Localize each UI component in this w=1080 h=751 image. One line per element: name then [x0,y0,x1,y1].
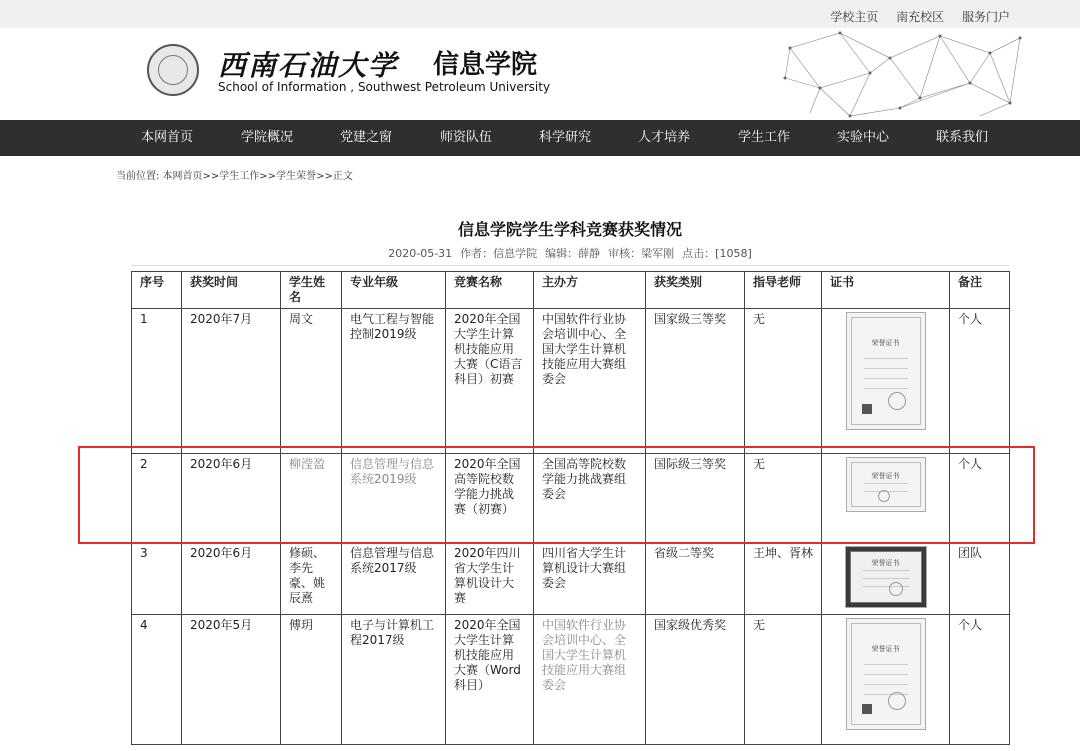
cell-certificate [822,309,950,454]
cell-major: 电气工程与智能控制2019级 [342,309,446,454]
article-author: 作者：信息学院 [460,247,538,260]
cell-name: 柳滢盈 [281,454,342,543]
article-meta [0,245,1080,261]
table-row [132,309,1010,454]
table-row [132,454,1010,543]
title-divider [131,265,1009,266]
th-no: 序号 [132,272,182,309]
article-clicks: 点击：[1058] [682,247,752,260]
network-mesh-decoration [780,28,1025,120]
th-competition: 竞赛名称 [446,272,534,309]
cell-competition: 2020年全国大学生计算机技能应用大赛（Word科目） [446,615,534,745]
top-bar [0,0,1080,28]
cell-certificate [822,615,950,745]
cell-award: 国家级优秀奖 [646,615,745,745]
university-seal-logo [147,44,199,96]
english-name: School of Information , Southwest Petroleum University [218,80,551,94]
cell-teacher: 王坤、胥林 [745,543,822,615]
link-service-portal[interactable]: 服务门户 [961,10,1010,24]
certificate-title: 荣誉证书 [871,559,900,567]
cell-competition: 2020年全国高等院校数学能力挑战赛（初赛） [446,454,534,543]
cell-name: 周文 [281,309,342,454]
nav-education[interactable]: 人才培养 [638,130,691,145]
cell-award: 省级二等奖 [646,543,745,615]
cell-teacher: 无 [745,615,822,745]
article-reviewer: 审核：梁军刚 [608,247,675,260]
college-name: 信息学院 [433,50,538,80]
cell-organizer: 中国软件行业协会培训中心、全国大学生计算机技能应用大赛组委会 [534,309,646,454]
cell-teacher: 无 [745,454,822,543]
cell-note: 个人 [950,309,1010,454]
th-name: 学生姓名 [281,272,342,309]
university-name-logo: 西南石油大学 [218,49,399,82]
cell-note: 个人 [950,454,1010,543]
main-nav [0,120,1080,156]
certificate-image[interactable] [846,618,926,730]
breadcrumb: 当前位置: 本网首页>>学生工作>>学生荣誉>>正文 [116,171,353,182]
certificate-title: 荣誉证书 [871,645,900,653]
cell-competition: 2020年全国大学生计算机技能应用大赛（C语言科目）初赛 [446,309,534,454]
table-header-row [132,272,1010,309]
awards-table [131,271,1010,745]
nav-about[interactable]: 学院概况 [241,130,294,145]
certificate-image[interactable] [846,457,926,512]
cell-time: 2020年5月 [182,615,281,745]
th-award: 获奖类别 [646,272,745,309]
link-nanchong-campus[interactable]: 南充校区 [896,10,945,24]
cell-name: 傅玥 [281,615,342,745]
cell-organizer: 全国高等院校数学能力挑战赛组委会 [534,454,646,543]
cell-no: 3 [132,543,182,615]
th-major: 专业年级 [342,272,446,309]
nav-research[interactable]: 科学研究 [539,130,592,145]
cell-award: 国际级三等奖 [646,454,745,543]
cell-time: 2020年6月 [182,543,281,615]
nav-party[interactable]: 党建之窗 [340,130,393,145]
article-date: 2020-05-31 [388,247,453,260]
cell-certificate [822,543,950,615]
certificate-image[interactable] [846,312,926,430]
th-teacher: 指导老师 [745,272,822,309]
th-organizer: 主办方 [534,272,646,309]
table-row [132,543,1010,615]
nav-contact[interactable]: 联系我们 [936,130,989,145]
cell-competition: 2020年四川省大学生计算机设计大赛 [446,543,534,615]
cell-organizer: 中国软件行业协会培训中心、全国大学生计算机技能应用大赛组委会 [534,615,646,745]
article-editor: 编辑：薛静 [545,247,601,260]
cell-note: 个人 [950,615,1010,745]
cell-name: 修硕、李先豪、姚辰熹 [281,543,342,615]
cell-award: 国家级三等奖 [646,309,745,454]
table-row [132,615,1010,745]
top-links [816,8,1010,25]
cell-major: 信息管理与信息系统2019级 [342,454,446,543]
cell-no: 2 [132,454,182,543]
cell-major: 信息管理与信息系统2017级 [342,543,446,615]
nav-home[interactable]: 本网首页 [141,130,194,145]
cell-certificate [822,454,950,543]
nav-faculty[interactable]: 师资队伍 [440,130,493,145]
cell-no: 1 [132,309,182,454]
link-school-home[interactable]: 学校主页 [830,10,879,24]
cell-major: 电子与计算机工程2017级 [342,615,446,745]
cell-time: 2020年6月 [182,454,281,543]
th-time: 获奖时间 [182,272,281,309]
cell-organizer: 四川省大学生计算机设计大赛组委会 [534,543,646,615]
nav-lab-center[interactable]: 实验中心 [837,130,890,145]
cell-no: 4 [132,615,182,745]
cell-time: 2020年7月 [182,309,281,454]
certificate-title: 荣誉证书 [871,339,900,347]
th-certificate: 证书 [822,272,950,309]
cell-teacher: 无 [745,309,822,454]
article-title: 信息学院学生学科竞赛获奖情况 [457,220,682,239]
certificate-title: 荣誉证书 [871,472,900,480]
nav-student-work[interactable]: 学生工作 [738,130,791,145]
certificate-image[interactable] [845,546,927,608]
th-note: 备注 [950,272,1010,309]
cell-note: 团队 [950,543,1010,615]
